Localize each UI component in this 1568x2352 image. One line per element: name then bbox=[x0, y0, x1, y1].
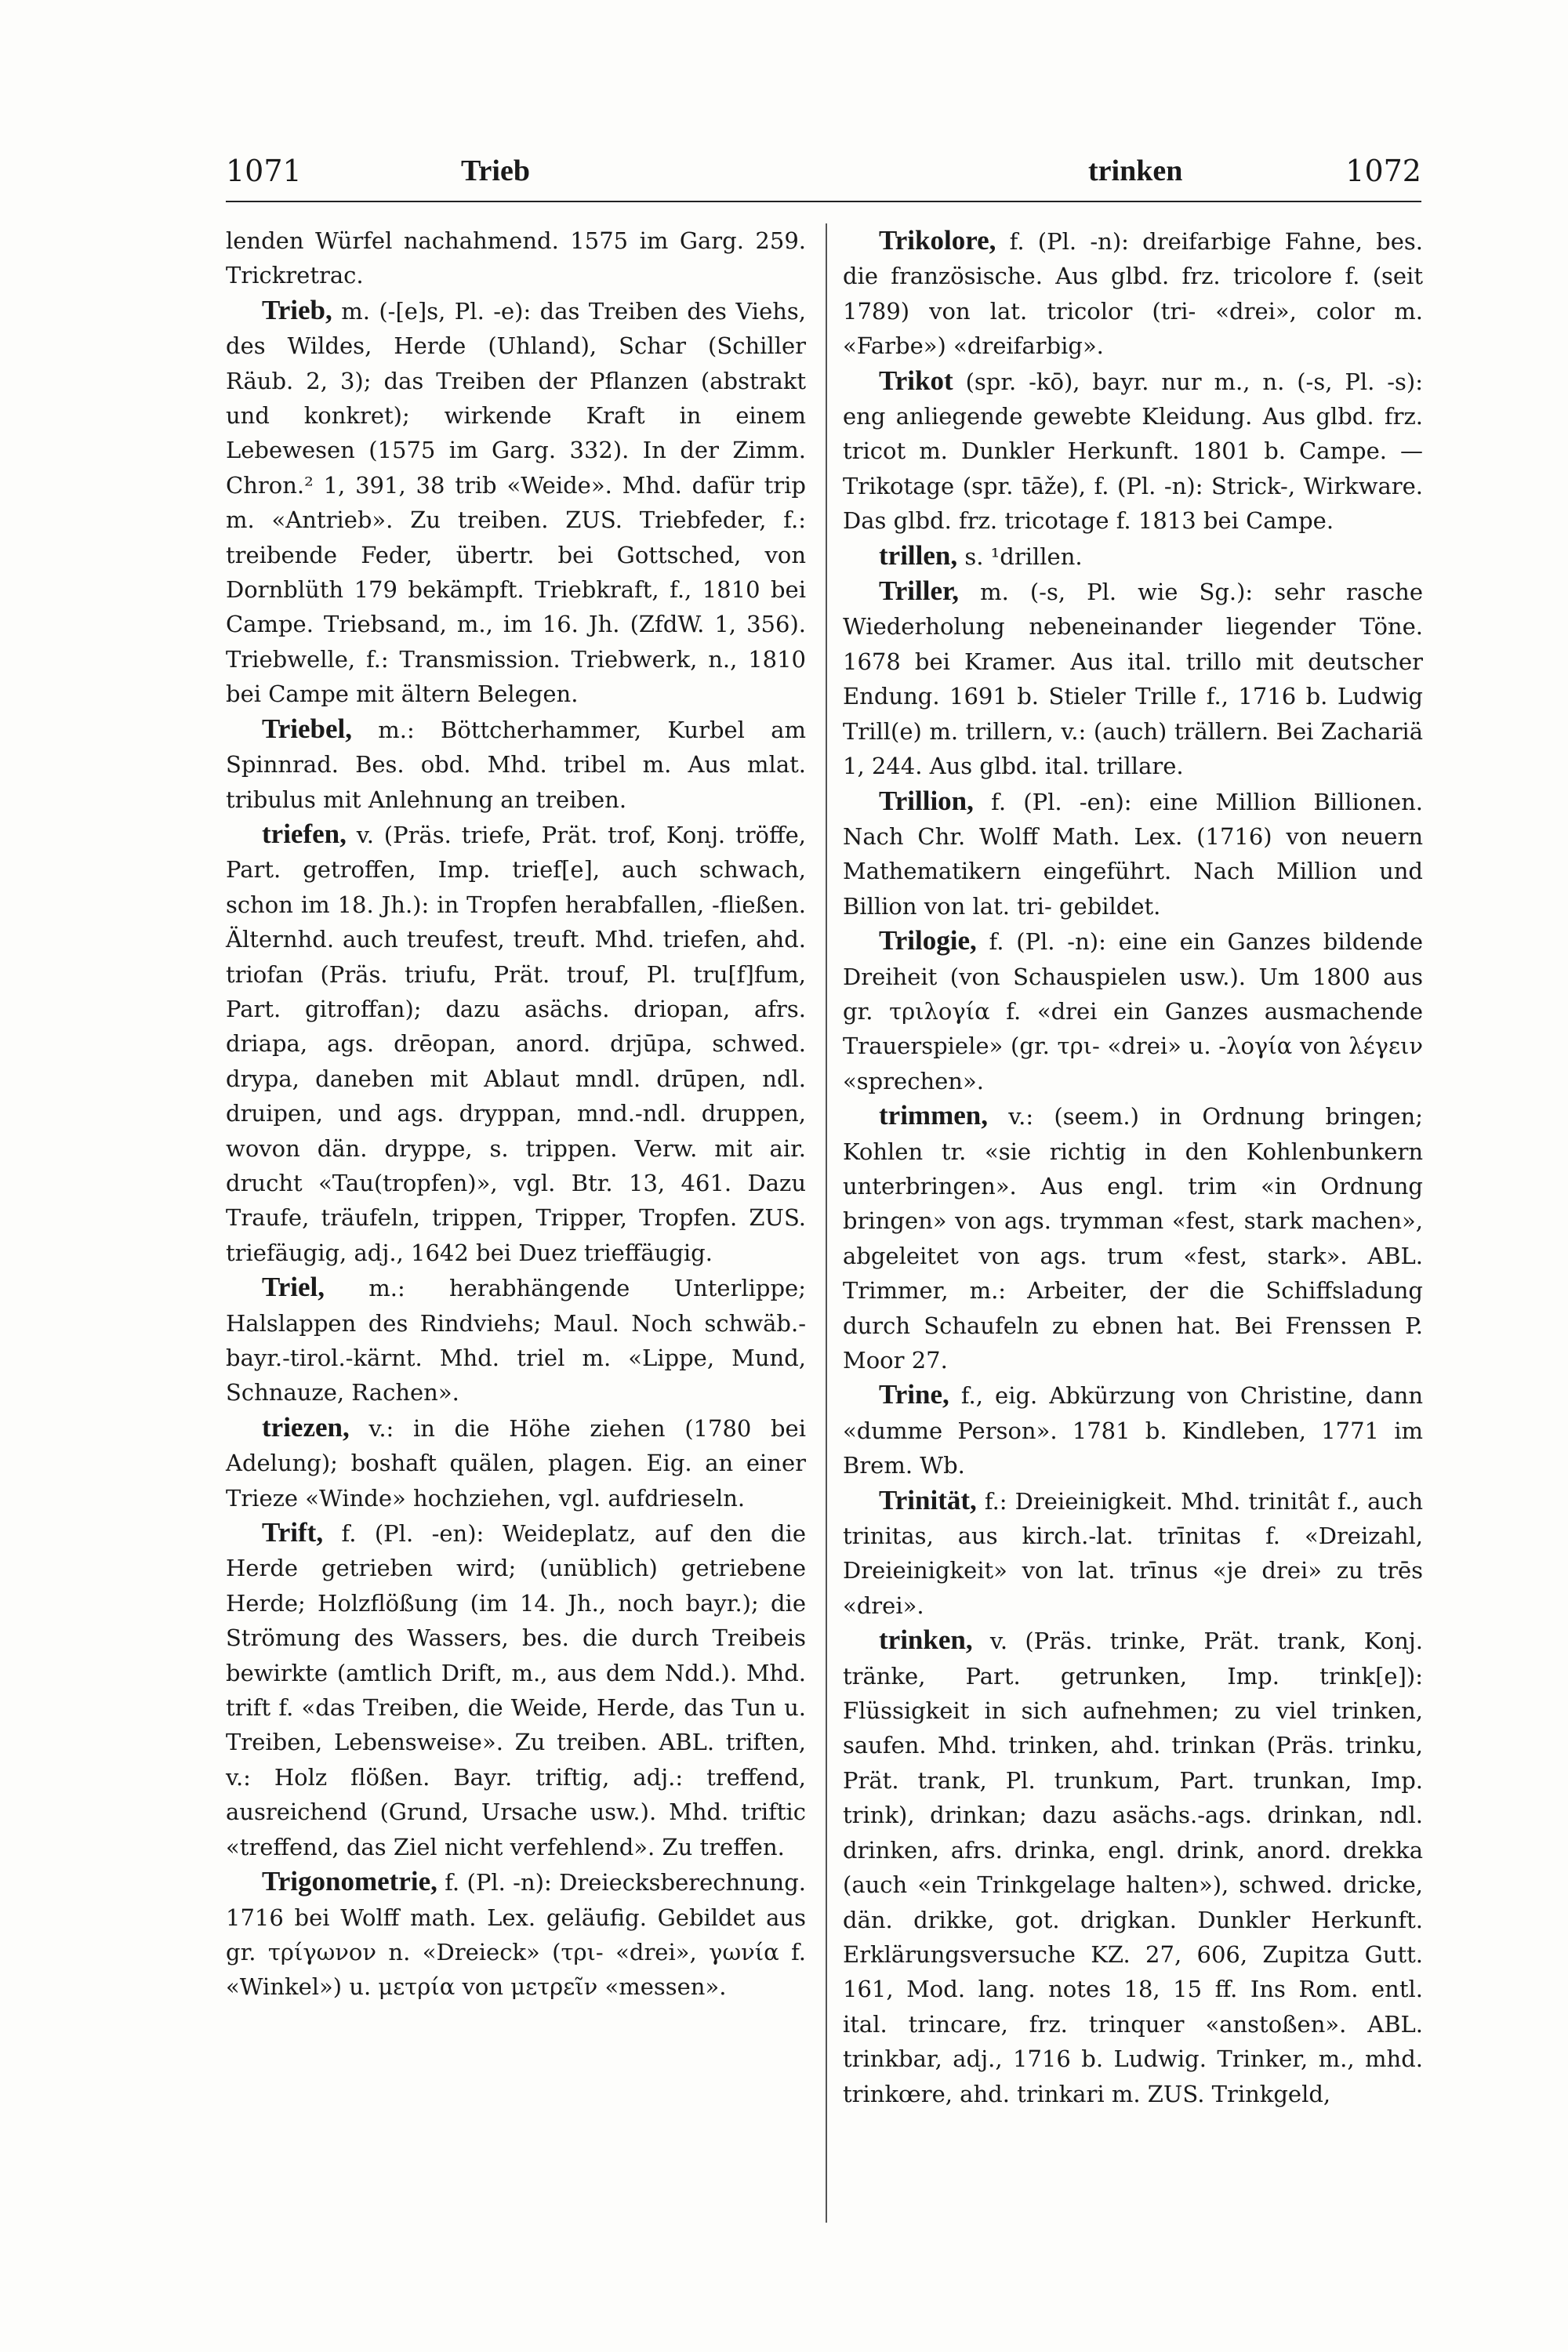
entry-text: f. (Pl. -n): Dreiecksberechnung. 1716 bei Wolff math. Lex. geläufig. Gebildet aus gr. τρίγωνον n. «Dreieck» (τρι- «drei», γωνία f. «Winkel») u. μετρία von μετρεῖν «messen». bbox=[226, 1869, 806, 2001]
left-column bbox=[226, 223, 806, 2005]
page-number-right: 1072 bbox=[1345, 154, 1421, 188]
entry-text: m. (-[e]s, Pl. -e): das Treiben des Viehs, des Wildes, Herde (Uhland), Schar (Schiller Räub. 2, 3); das Treiben der Pflanzen (abstrakt und konkret); wirkende Kraft in einem Lebewesen (1575 im Garg. 332). In der Zimm. Chron.² 1, 391, 38 trib «Weide». Mhd. dafür trip m. «Antrieb». Zu treiben. ZUS. Triebfeder, f.: treibende Feder, übertr. bei Gottsched, von Dornblüth 179 bekämpft. Triebkraft, f., 1810 bei Campe. Triebsand, m., im 16. Jh. (ZfdW. 1, 356). Triebwelle, f.: Transmission. Triebwerk, n., 1810 bei Campe mit ältern Belegen. bbox=[226, 297, 807, 708]
entry-text: v.: in die Höhe ziehen (1780 bei Adelung); boshaft quälen, plagen. Eig. an einer Trieze «Winde» hochziehen, vgl. aufdrieseln. bbox=[226, 1414, 806, 1512]
dictionary-entry bbox=[843, 364, 1423, 539]
dictionary-entry bbox=[226, 817, 806, 1270]
entry-headword: Trikolore, bbox=[879, 225, 996, 256]
right-column bbox=[843, 223, 1423, 2111]
dictionary-entry bbox=[843, 1483, 1423, 1624]
dictionary-entry bbox=[226, 293, 806, 712]
entry-text: f. (Pl. -en): Weideplatz, auf den die Herde getrieben wird; (unüblich) getriebene Herde; Holzflößung (im 14. Jh., noch bayr.); die Strömung des Wassers, bes. die durch Treibeis bewirkte (amtlich Drift, m., aus dem Ndd.). Mhd. trift f. «das Treiben, die Weide, Herde, das Tun u. Treiben, Lebensweise». Zu treiben. ABL. triften, v.: Holz flößen. Bayr. triftig, adj.: treffend, ausreichend (Grund, Ursache usw.). Mhd. triftic «treffend, das Ziel nicht verfehlend». Zu treffen. bbox=[226, 1520, 807, 1860]
entry-text: f., eig. Abkürzung von Christine, dann «dumme Person». 1781 b. Kindleben, 1771 im Brem. Wb. bbox=[843, 1382, 1423, 1479]
dictionary-entry bbox=[843, 539, 1423, 574]
entry-headword: Trieb, bbox=[262, 294, 332, 325]
entry-headword: trimmen, bbox=[879, 1100, 988, 1131]
entry-headword: Trilogie, bbox=[879, 925, 977, 956]
dictionary-entry bbox=[226, 223, 806, 293]
entry-headword: Trikot bbox=[879, 365, 953, 396]
entry-text: s. ¹drillen. bbox=[964, 543, 1083, 570]
column-divider bbox=[826, 223, 827, 2223]
entry-headword: Trigonometrie, bbox=[262, 1866, 437, 1897]
entry-headword: Trinität, bbox=[879, 1484, 977, 1515]
entry-headword: trinken, bbox=[879, 1624, 973, 1656]
dictionary-entry bbox=[843, 1377, 1423, 1483]
page-header bbox=[226, 154, 1421, 202]
running-head-left: Trieb bbox=[461, 154, 530, 187]
entry-headword: triezen, bbox=[262, 1411, 350, 1443]
entry-text: f. (Pl. -n): eine ein Ganzes bildende Dreiheit (von Schauspielen usw.). Um 1800 aus gr. τριλογία f. «drei ein Ganzes ausmachende Trauerspiele» (gr. τρι- «drei» u. -λογία von λέγειν «sprechen». bbox=[843, 928, 1423, 1094]
entry-headword: Triller, bbox=[879, 575, 960, 607]
dictionary-entry bbox=[843, 574, 1423, 783]
dictionary-entry bbox=[226, 1410, 806, 1515]
entry-headword: triefen, bbox=[262, 818, 347, 849]
entry-text: m. (-s, Pl. wie Sg.): sehr rasche Wiederholung nebeneinander liegender Töne. 1678 bei Kramer. Aus ital. trillo mit deutscher Endung. 1691 b. Stieler Trille f., 1716 b. Ludwig Trill(e) m. trillern, v.: (auch) trällern. Bei Zachariä 1, 244. Aus glbd. ital. trillare. bbox=[843, 579, 1423, 780]
dictionary-entry bbox=[843, 924, 1423, 1098]
entry-text: v.: (seem.) in Ordnung bringen; Kohlen tr. «sie richtig in den Kohlenbunkern unterbringen». Aus engl. trim «in Ordnung bringen» von ags. trymman «fest, stark machen», abgeleitet von ags. trum «fest, stark». ABL. Trimmer, m.: Arbeiter, der die Schiffsladung durch Schaufeln zu ebnen hat. Bei Frenssen P. Moor 27. bbox=[843, 1103, 1423, 1374]
entry-headword: trillen, bbox=[879, 539, 958, 571]
entry-text: v. (Präs. trinke, Prät. trank, Konj. tränke, Part. getrunken, Imp. trink[e]): Flüssigkeit in sich aufnehmen; zu viel trinken, saufen. Mhd. trinken, ahd. trinkan (Präs. trinku, Prät. trank, Pl. trunkum, Part. trunkan, Imp. trink), drinkan; dazu asächs.-ags. drinkan, ndl. drinken, afrs. drinka, engl. drink, anord. drekka (auch «ein Trinkgelage halten»), schwed. dricke, dän. drikke, got. drigkan. Dunkler Herkunft. Erklärungsversuche KZ. 27, 606, Zupitza Gutt. 161, Mod. lang. notes 18, 15 ff. Ins Rom. entl. ital. trincare, frz. trinquer «anstoßen». ABL. trinkbar, adj., 1716 b. Ludwig. Trinker, m., mhd. trinkœre, ahd. trinkari m. ZUS. Trinkgeld, bbox=[843, 1628, 1423, 2107]
entry-text: (spr. -kō), bayr. nur m., n. (-s, Pl. -s): eng anliegende gewebte Kleidung. Aus glbd. frz. tricot m. Dunkler Herkunft. 1801 b. Campe. — Trikotage (spr. tāže), f. (Pl. -n): Strick-, Wirkware. Das glbd. frz. tricotage f. 1813 bei Campe. bbox=[843, 368, 1424, 535]
dictionary-entry bbox=[843, 1098, 1423, 1377]
entry-text: m.: herabhängende Unterlippe; Halslappen des Rindviehs; Maul. Noch schwäb.-bayr.-tirol.-kärnt. Mhd. triel m. «Lippe, Mund, Schnauze, Rachen». bbox=[226, 1275, 806, 1406]
dictionary-entry bbox=[226, 1515, 806, 1864]
dictionary-entry bbox=[226, 1864, 806, 2005]
entry-text: f. (Pl. -en): eine Million Billionen. Nach Chr. Wolff Math. Lex. (1716) von neuern Mathematikern eingeführt. Nach Million und Billion von lat. tri- gebildet. bbox=[843, 788, 1423, 920]
dictionary-entry bbox=[843, 1623, 1423, 2111]
entry-text: m.: Böttcherhammer, Kurbel am Spinnrad. Bes. obd. Mhd. tribel m. Aus mlat. tribulus mit Anlehnung an treiben. bbox=[226, 716, 807, 813]
entry-headword: Trillion, bbox=[879, 785, 974, 816]
entry-text: f.: Dreieinigkeit. Mhd. trinitât f., auch trinitas, aus kirch.-lat. trīnitas f. «Dreizahl, Dreieinigkeit» von lat. trīnus «je drei» zu trēs «drei». bbox=[843, 1487, 1423, 1619]
dictionary-entry bbox=[226, 712, 806, 817]
page-number-left: 1071 bbox=[226, 154, 302, 188]
entry-headword: Triebel, bbox=[262, 713, 353, 744]
entry-headword: Trift, bbox=[262, 1517, 324, 1548]
entry-text: lenden Würfel nachahmend. 1575 im Garg. 259. Trickretrac. bbox=[226, 227, 806, 289]
running-head-right: trinken bbox=[1088, 154, 1183, 187]
dictionary-entry bbox=[843, 784, 1423, 924]
dictionary-entry bbox=[843, 223, 1423, 364]
entry-text: v. (Präs. triefe, Prät. trof, Konj. tröffe, Part. getroffen, Imp. trief[e], auch schwach, schon im 18. Jh.): in Tropfen herabfallen, -fließen. Älternhd. auch treufest, treuft. Mhd. triefen, ahd. triofan (Präs. triufu, Prät. trouf, Pl. tru[f]fum, Part. gitroffan); dazu asächs. driopan, afrs. driapa, ags. drēopan, anord. drjūpa, schwed. drypa, daneben mit Ablaut mndl. drūpen, ndl. druipen, und ags. dryppan, mnd.-ndl. druppen, wovon dän. dryppe, s. trippen. Verw. mit air. drucht «Tau(tropfen)», vgl. Btr. 13, 461. Dazu Traufe, träufeln, trippen, Tripper, Tropfen. ZUS. triefäugig, adj., 1642 bei Duez trieffäugig. bbox=[226, 821, 806, 1266]
entry-headword: Trine, bbox=[879, 1379, 949, 1410]
dictionary-entry bbox=[226, 1270, 806, 1410]
entry-text: f. (Pl. -n): dreifarbige Fahne, bes. die französische. Aus glbd. frz. tricolore f. (seit 1789) von lat. tricolor (tri- «drei», color m. «Farbe») «dreifarbig». bbox=[843, 228, 1423, 360]
entry-headword: Triel, bbox=[262, 1272, 325, 1303]
